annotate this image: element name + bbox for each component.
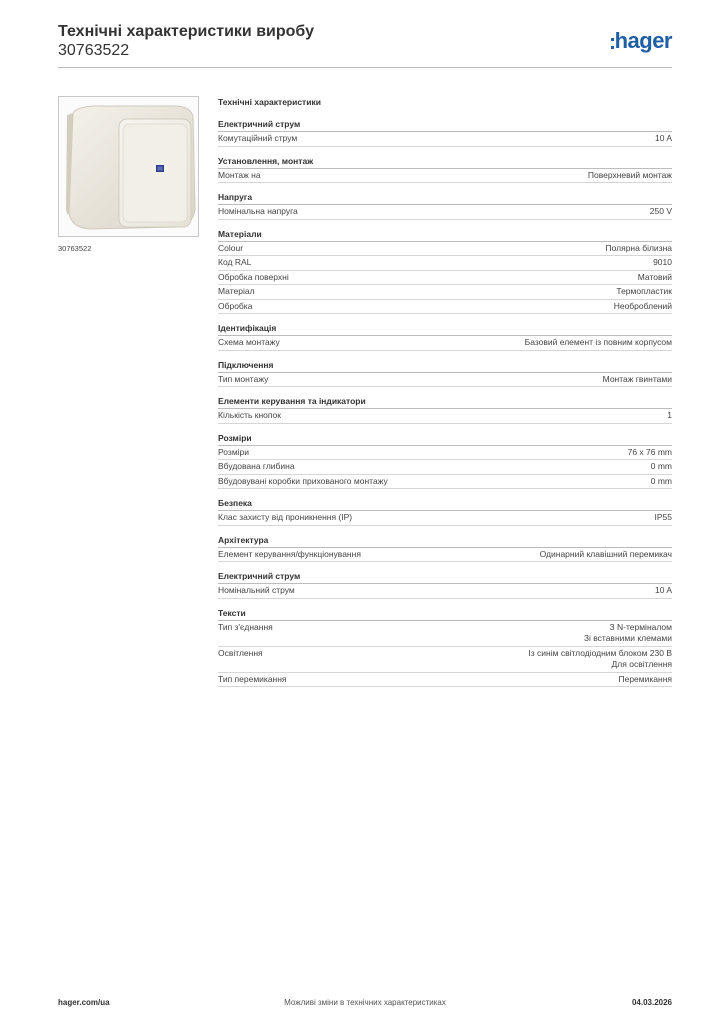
spec-group-title: Безпека [218, 498, 672, 511]
spec-value-line: 1 [667, 410, 672, 420]
spec-row [218, 271, 672, 286]
switch-image-icon [59, 97, 198, 236]
spec-row [218, 256, 672, 271]
spec-value-line: IP55 [654, 512, 672, 522]
spec-value-line: Базовий елемент із повним корпусом [524, 337, 672, 347]
spec-row [218, 647, 672, 673]
logo-text: hager [614, 28, 672, 53]
spec-groups [218, 119, 672, 687]
spec-value-line: 0 mm [650, 475, 672, 486]
spec-label: Тип перемикання [218, 673, 287, 684]
spec-row [218, 132, 672, 147]
spec-group [218, 156, 672, 184]
spec-value [655, 585, 672, 597]
spec-value [638, 272, 672, 284]
spec-row [218, 673, 672, 688]
footer-disclaimer: Можливі зміни в технічних характеристиках [284, 998, 446, 1007]
spec-row [218, 475, 672, 490]
spec-value-line: Необроблений [613, 300, 672, 311]
spec-group-title: Установлення, монтаж [218, 156, 672, 169]
spec-row [218, 205, 672, 220]
spec-group [218, 229, 672, 315]
spec-label: Тип монтажу [218, 373, 269, 384]
spec-group [218, 433, 672, 490]
spec-row [218, 336, 672, 351]
footer-date: 04.03.2026 [631, 998, 672, 1007]
spec-label: Матеріал [218, 286, 255, 296]
spec-label: Номінальний струм [218, 585, 295, 595]
spec-value [616, 286, 672, 298]
spec-value [528, 648, 672, 671]
spec-label: Вбудовувані коробки прихованого монтажу [218, 475, 388, 486]
spec-value-line: Із синім світлодіодним блоком 230 В [528, 647, 672, 658]
spec-value-line: Полярна білизна [605, 242, 672, 253]
spec-group-title: Ідентифікація [218, 323, 672, 336]
spec-value-line: Термопластик [616, 286, 672, 296]
spec-value-line: 10 A [654, 585, 672, 595]
spec-group [218, 608, 672, 688]
hager-logo [611, 28, 672, 54]
spec-group [218, 535, 672, 563]
spec-label: Елемент керування/функціонування [218, 548, 361, 559]
logo-dots-icon [611, 38, 614, 49]
spec-row [218, 511, 672, 526]
spec-group-title: Електричний струм [218, 571, 672, 584]
spec-value [588, 170, 672, 182]
spec-value-line: З N-терміналом [609, 621, 672, 632]
spec-label: Освітлення [218, 647, 263, 658]
spec-row [218, 548, 672, 563]
spec-group [218, 498, 672, 526]
spec-value-line: Матовий [637, 271, 672, 282]
spec-group [218, 119, 672, 147]
spec-value [605, 243, 672, 255]
header-divider [58, 67, 672, 68]
spec-group-title: Розміри [218, 433, 672, 446]
spec-value-line: 9010 [653, 257, 672, 267]
spec-value [525, 337, 672, 349]
spec-table [218, 96, 672, 696]
spec-label: Номінальна напруга [218, 206, 298, 216]
spec-value-line: Для освітлення [611, 659, 672, 669]
spec-value [655, 133, 672, 145]
spec-row [218, 446, 672, 461]
spec-row [218, 460, 672, 475]
spec-value-line: Одинарний клавішний перемикач [539, 548, 672, 559]
spec-label: Тип з'єднання [218, 621, 273, 632]
spec-value-line: Перемикання [618, 673, 672, 684]
spec-value [651, 461, 672, 473]
page-header [58, 22, 672, 60]
spec-value [653, 257, 672, 269]
spec-group [218, 192, 672, 220]
spec-row [218, 300, 672, 315]
spec-value [603, 374, 672, 386]
spec-group [218, 396, 672, 424]
spec-value [667, 410, 672, 422]
page-title: Технічні характеристики виробу [58, 23, 314, 40]
footer-website-link[interactable]: hager.com/ua [58, 998, 110, 1007]
spec-label: Розміри [218, 446, 250, 457]
spec-value [584, 622, 672, 645]
spec-group [218, 323, 672, 351]
spec-value [628, 447, 672, 459]
spec-label: Вбудована глибина [218, 461, 295, 471]
spec-value-line: 250 V [649, 206, 672, 216]
spec-label: Комутаційний струм [218, 133, 298, 143]
spec-label: Схема монтажу [218, 337, 280, 347]
spec-group-title: Електричний струм [218, 119, 672, 132]
spec-label: Colour [218, 242, 244, 253]
spec-group-title: Напруга [218, 192, 672, 205]
spec-row [218, 409, 672, 424]
spec-group-title: Елементи керування та індикатори [218, 396, 672, 409]
spec-value [614, 301, 672, 313]
spec-label: Обробка [218, 300, 253, 311]
spec-group [218, 571, 672, 599]
spec-group-title: Тексти [218, 608, 672, 621]
spec-row [218, 169, 672, 184]
spec-value-line: 0 mm [650, 461, 672, 471]
spec-label: Монтаж на [218, 169, 261, 180]
spec-label: Обробка поверхні [218, 271, 289, 282]
spec-value [655, 512, 673, 524]
spec-value [650, 206, 672, 218]
spec-label: Клас захисту від проникнення (IP) [218, 512, 353, 522]
spec-value-line: 10 A [654, 133, 672, 143]
spec-group-title: Архітектура [218, 535, 672, 548]
spec-value-line: 76 x 76 mm [627, 446, 672, 457]
spec-value-line: Монтаж гвинтами [602, 373, 672, 384]
spec-value [618, 674, 672, 686]
photo-caption: 30763522 [58, 244, 92, 253]
spec-group-title: Підключення [218, 360, 672, 373]
spec-value-line: Зі вставними клемами [583, 633, 672, 643]
product-code-title: 30763522 [58, 42, 130, 59]
spec-label: Код RAL [218, 257, 252, 267]
spec-row [218, 584, 672, 599]
product-photo [58, 96, 199, 237]
spec-label: Кількість кнопок [218, 410, 281, 420]
spec-value-line: Поверхневий монтаж [587, 169, 672, 180]
spec-value [651, 476, 672, 488]
spec-row [218, 373, 672, 388]
spec-group-title: Матеріали [218, 229, 672, 242]
spec-heading: Технічні характеристики [218, 97, 321, 107]
spec-value [540, 549, 672, 561]
spec-row [218, 242, 672, 257]
spec-row [218, 621, 672, 647]
spec-row [218, 285, 672, 300]
spec-group [218, 360, 672, 388]
